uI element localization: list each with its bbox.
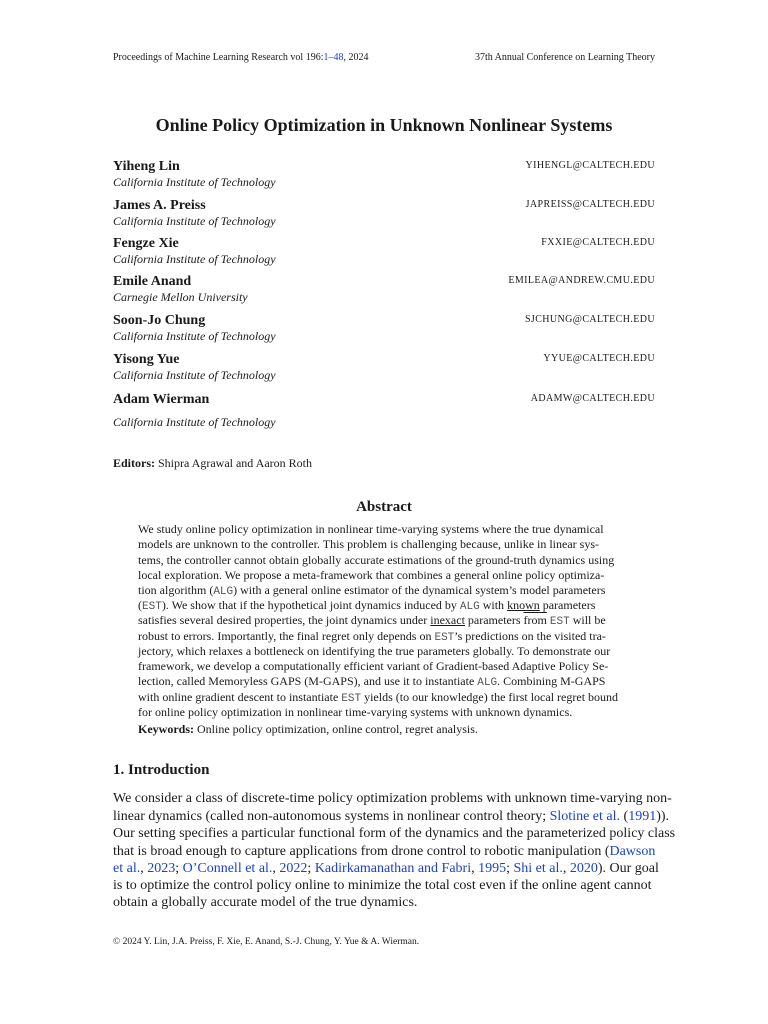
abstract-code: EST [434, 632, 455, 644]
author-affiliation: California Institute of Technology [113, 329, 276, 343]
abstract-emphasis: known [507, 598, 540, 612]
intro-text: ; [175, 861, 183, 876]
abstract-text: parameters [539, 598, 596, 612]
intro-text: ; [307, 861, 315, 876]
intro-text: ). Our goal [597, 861, 659, 876]
running-header-right: 37th Annual Conference on Learning Theory [474, 52, 655, 63]
intro-text: , [562, 861, 570, 876]
intro-text: ( [620, 809, 629, 824]
author-affiliation: California Institute of Technology [113, 415, 276, 429]
header-venue: Proceedings of Machine Learning Research vol 196: [113, 52, 324, 63]
author-block [113, 312, 655, 344]
author-email[interactable]: YYUE@CALTECH.EDU [543, 353, 655, 364]
author-affiliation: California Institute of Technology [113, 175, 276, 189]
author-email[interactable]: FXXIE@CALTECH.EDU [541, 237, 655, 248]
abstract-code: EST [341, 693, 362, 705]
abstract-text: parameters [464, 613, 524, 627]
header-pages-link[interactable]: 1–48 [323, 52, 344, 63]
author-affiliation: California Institute of Technology [113, 214, 276, 228]
author-block [113, 273, 655, 305]
author-name: Fengze Xie [113, 236, 179, 251]
author-email[interactable]: ADAMW@CALTECH.EDU [530, 393, 655, 404]
abstract-emphasis: from [523, 613, 547, 627]
keywords-label: Keywords: [138, 722, 194, 736]
keywords-line [138, 722, 630, 737]
intro-line [113, 860, 659, 877]
abstract-line: models are unknown to the controller. This problem is challenging because, unlike in linear sys- [138, 537, 600, 551]
abstract-text: will be [569, 613, 606, 627]
intro-line [113, 843, 655, 860]
intro-line: is to optimize the control policy online to minimize the total cost even if the online agent cannot [113, 878, 652, 893]
editors-line [113, 456, 312, 471]
intro-line: obtain a globally accurate model of the true dynamics. [113, 895, 418, 910]
abstract-code: EST [549, 616, 570, 628]
abstract-line: framework, we develop a computationally efficient variant of Gradient-based Adaptive Policy Se- [138, 659, 609, 673]
author-email[interactable]: JAPREISS@CALTECH.EDU [525, 199, 655, 210]
citation-link[interactable]: et al. [113, 861, 141, 876]
author-name: Soon-Jo Chung [113, 313, 206, 328]
abstract-text: lection, called Memoryless GAPS (M-GAPS), and use it to instantiate [138, 674, 478, 688]
author-name: Emile Anand [113, 274, 192, 289]
author-block [113, 351, 655, 383]
abstract-text: satisfies several desired properties, the joint dynamics under [138, 613, 431, 627]
abstract-code: ALG [213, 586, 234, 598]
citation-link[interactable]: 2022 [279, 861, 308, 876]
abstract-line [138, 613, 630, 630]
intro-text: linear dynamics (called non-autonomous systems in nonlinear control theory; [113, 809, 550, 824]
citation-link[interactable]: Kadirkamanathan and Fabri [314, 861, 472, 876]
running-header-left [113, 52, 369, 63]
author-affiliation: Carnegie Mellon University [113, 290, 248, 304]
author-email[interactable]: SJCHUNG@CALTECH.EDU [524, 314, 655, 325]
abstract-line: tems, the controller cannot obtain globally accurate estimations of the ground-truth dynamics using [138, 553, 615, 567]
author-affiliation: California Institute of Technology [113, 252, 276, 266]
author-name: James A. Preiss [113, 198, 206, 213]
intro-text: , [140, 861, 148, 876]
paper-title: Online Policy Optimization in Unknown Nonlinear Systems [155, 115, 613, 135]
abstract-text: ( [138, 598, 142, 612]
citation-link[interactable]: 1995 [478, 861, 507, 876]
abstract-text: tion algorithm ( [138, 583, 214, 597]
intro-line: Our setting specifies a particular functional form of the dynamics and the parameterized policy class [113, 826, 676, 841]
editors-names: Shipra Agrawal and Aaron Roth [158, 456, 312, 470]
abstract-line: We study online policy optimization in nonlinear time-varying systems where the true dynamical [138, 522, 604, 536]
abstract-line: jectory, which relaxes a bottleneck on identifying the true parameters globally. To demonstrate our [138, 644, 611, 658]
abstract-code: ALG [477, 677, 498, 689]
citation-link[interactable]: O’Connell et al. [182, 861, 273, 876]
abstract-code: ALG [459, 601, 480, 613]
author-name: Yisong Yue [113, 352, 180, 367]
abstract-text: ’s predictions on the visited tra- [454, 629, 606, 643]
header-year: , 2024 [343, 52, 369, 63]
intro-text: , [471, 861, 479, 876]
abstract-text: yields (to our knowledge) the first local regret bound [361, 690, 619, 704]
abstract-text: with online gradient descent to instantiate [138, 690, 342, 704]
intro-text: )). [656, 809, 670, 824]
abstract-line: for online policy optimization in nonlinear time-varying systems with unknown dynamics. [138, 705, 573, 719]
abstract-text: . Combining M-GAPS [497, 674, 606, 688]
abstract-line: local exploration. We propose a meta-framework that combines a general online policy optimiza- [138, 568, 605, 582]
intro-text: that is broad enough to capture applications from drone control to robotic manipulation ( [113, 844, 610, 859]
citation-link[interactable]: Slotine et al. [549, 809, 621, 824]
author-affiliation: California Institute of Technology [113, 368, 276, 382]
author-email[interactable]: YIHENGL@CALTECH.EDU [525, 160, 655, 171]
author-email[interactable]: EMILEA@ANDREW.CMU.EDU [508, 275, 655, 286]
abstract-text: robust to errors. Importantly, the final regret only depends on [138, 629, 435, 643]
author-block [113, 158, 655, 190]
abstract-code: EST [142, 601, 162, 613]
intro-text: ; [506, 861, 514, 876]
author-block [113, 235, 655, 267]
intro-line: We consider a class of discrete-time policy optimization problems with unknown time-varying non- [113, 791, 672, 806]
author-block [113, 391, 655, 430]
section-heading: 1. Introduction [113, 762, 210, 778]
abstract-heading: Abstract [356, 499, 412, 515]
abstract-emphasis: inexact [430, 613, 465, 627]
keywords-text: Online policy optimization, online control, regret analysis. [197, 722, 478, 736]
author-block [113, 197, 655, 229]
citation-link[interactable]: Shi et al. [513, 861, 563, 876]
author-name: Adam Wierman [113, 392, 210, 407]
intro-text: , [272, 861, 280, 876]
abstract-text: ) with a general online estimator of the dynamical system’s model parameters [233, 583, 606, 597]
citation-link[interactable]: 2023 [147, 861, 176, 876]
abstract-text: with [479, 598, 508, 612]
citation-link[interactable]: 1991 [628, 809, 657, 824]
author-name: Yiheng Lin [113, 159, 180, 174]
citation-link[interactable]: 2020 [569, 861, 598, 876]
copyright-footer: © 2024 Y. Lin, J.A. Preiss, F. Xie, E. Anand, S.-J. Chung, Y. Yue & A. Wierman. [113, 937, 420, 947]
intro-line [113, 808, 670, 825]
abstract-text: ). We show that if the hypothetical joint dynamics induced by [161, 598, 460, 612]
editors-label: Editors: [113, 456, 155, 470]
citation-link[interactable]: Dawson [609, 844, 656, 859]
abstract-line [138, 674, 630, 691]
